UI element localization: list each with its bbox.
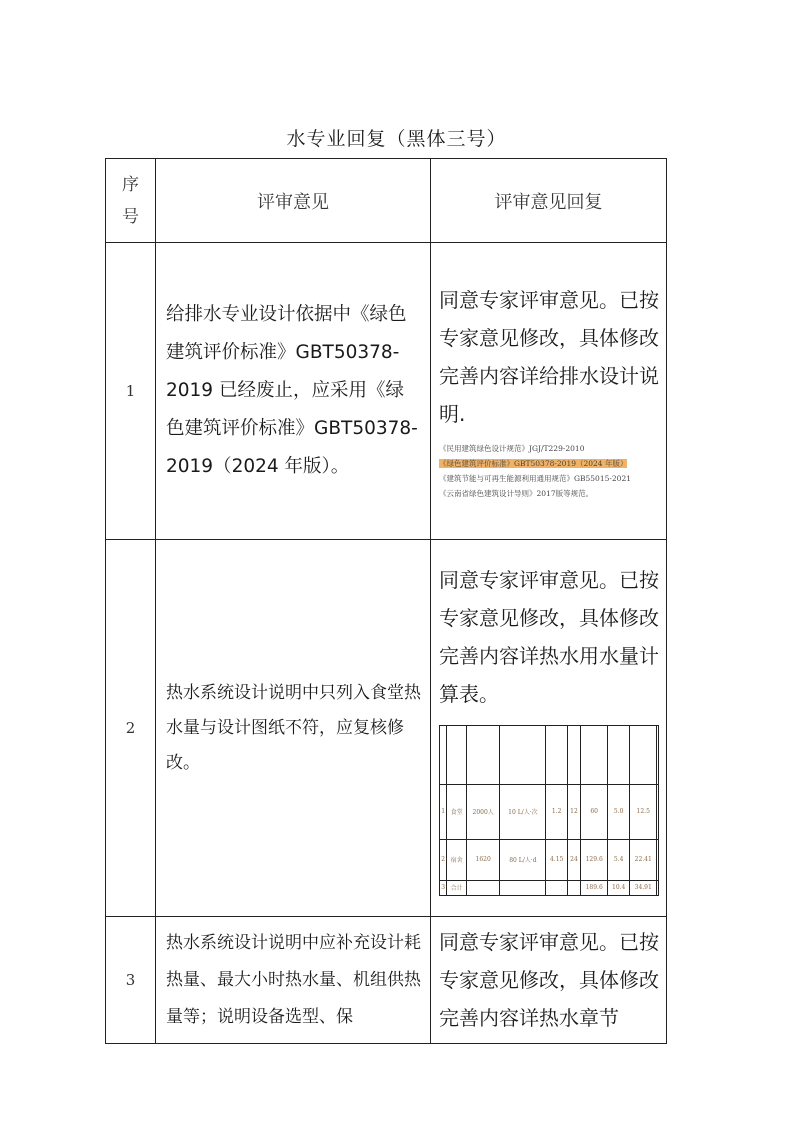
header-num: 序号 <box>106 159 156 243</box>
reply-cell <box>431 917 667 1044</box>
review-table <box>105 158 667 1044</box>
reference-line: 《云南省绿色建筑设计导则》2017版等规范。 <box>439 489 594 498</box>
table-row <box>106 540 667 917</box>
page-title: 水专业回复（黑体三号） <box>286 128 507 150</box>
opinion-cell: 热水系统设计说明中只列入食堂热水量与设计图纸不符，应复核修改。 <box>156 540 431 917</box>
row-number: 1 <box>106 243 156 540</box>
row-number: 3 <box>106 917 156 1044</box>
reply-cell <box>431 540 667 917</box>
reference-line-highlighted: 《绿色建筑评价标准》GBT50378-2019（2024 年版） <box>439 459 628 468</box>
reference-list <box>439 441 660 501</box>
hot-water-calc-table-image: 1 食堂 2000人 10 L/人·次 1.2 12 60 5.0 12.5 2 宿舍 1620 80 L/人·d 4.15 24 129.6 5.4 22.41 3 合计 189.6 10.4 34.91 <box>439 725 659 896</box>
reply-cell <box>431 243 667 540</box>
header-opinion: 评审意见 <box>156 159 431 243</box>
table-row <box>106 243 667 540</box>
reply-text: 同意专家评审意见。已按专家意见修改，具体修改完善内容详热水章节 <box>439 930 659 1030</box>
row-number: 2 <box>106 540 156 917</box>
table-header-row <box>106 159 667 243</box>
header-reply: 评审意见回复 <box>431 159 667 243</box>
reply-text: 同意专家评审意见。已按专家意见修改，具体修改完善内容详热水用水量计算表。 <box>439 567 659 706</box>
opinion-cell: 给排水专业设计依据中《绿色建筑评价标准》GBT50378-2019 已经废止，应采用《绿色建筑评价标准》GBT50378-2019（2024 年版）。 <box>156 243 431 540</box>
opinion-cell: 热水系统设计说明中应补充设计耗热量、最大小时热水量、机组供热量等；说明设备选型、保 <box>156 917 431 1044</box>
reference-line: 《建筑节能与可再生能源利用通用规范》GB55015-2021 <box>439 474 631 483</box>
reply-text: 同意专家评审意见。已按专家意见修改，具体修改完善内容详给排水设计说明. <box>439 288 659 426</box>
table-row <box>106 917 667 1044</box>
reference-line: 《民用建筑绿色设计规范》JGJ/T229-2010 <box>439 444 585 453</box>
